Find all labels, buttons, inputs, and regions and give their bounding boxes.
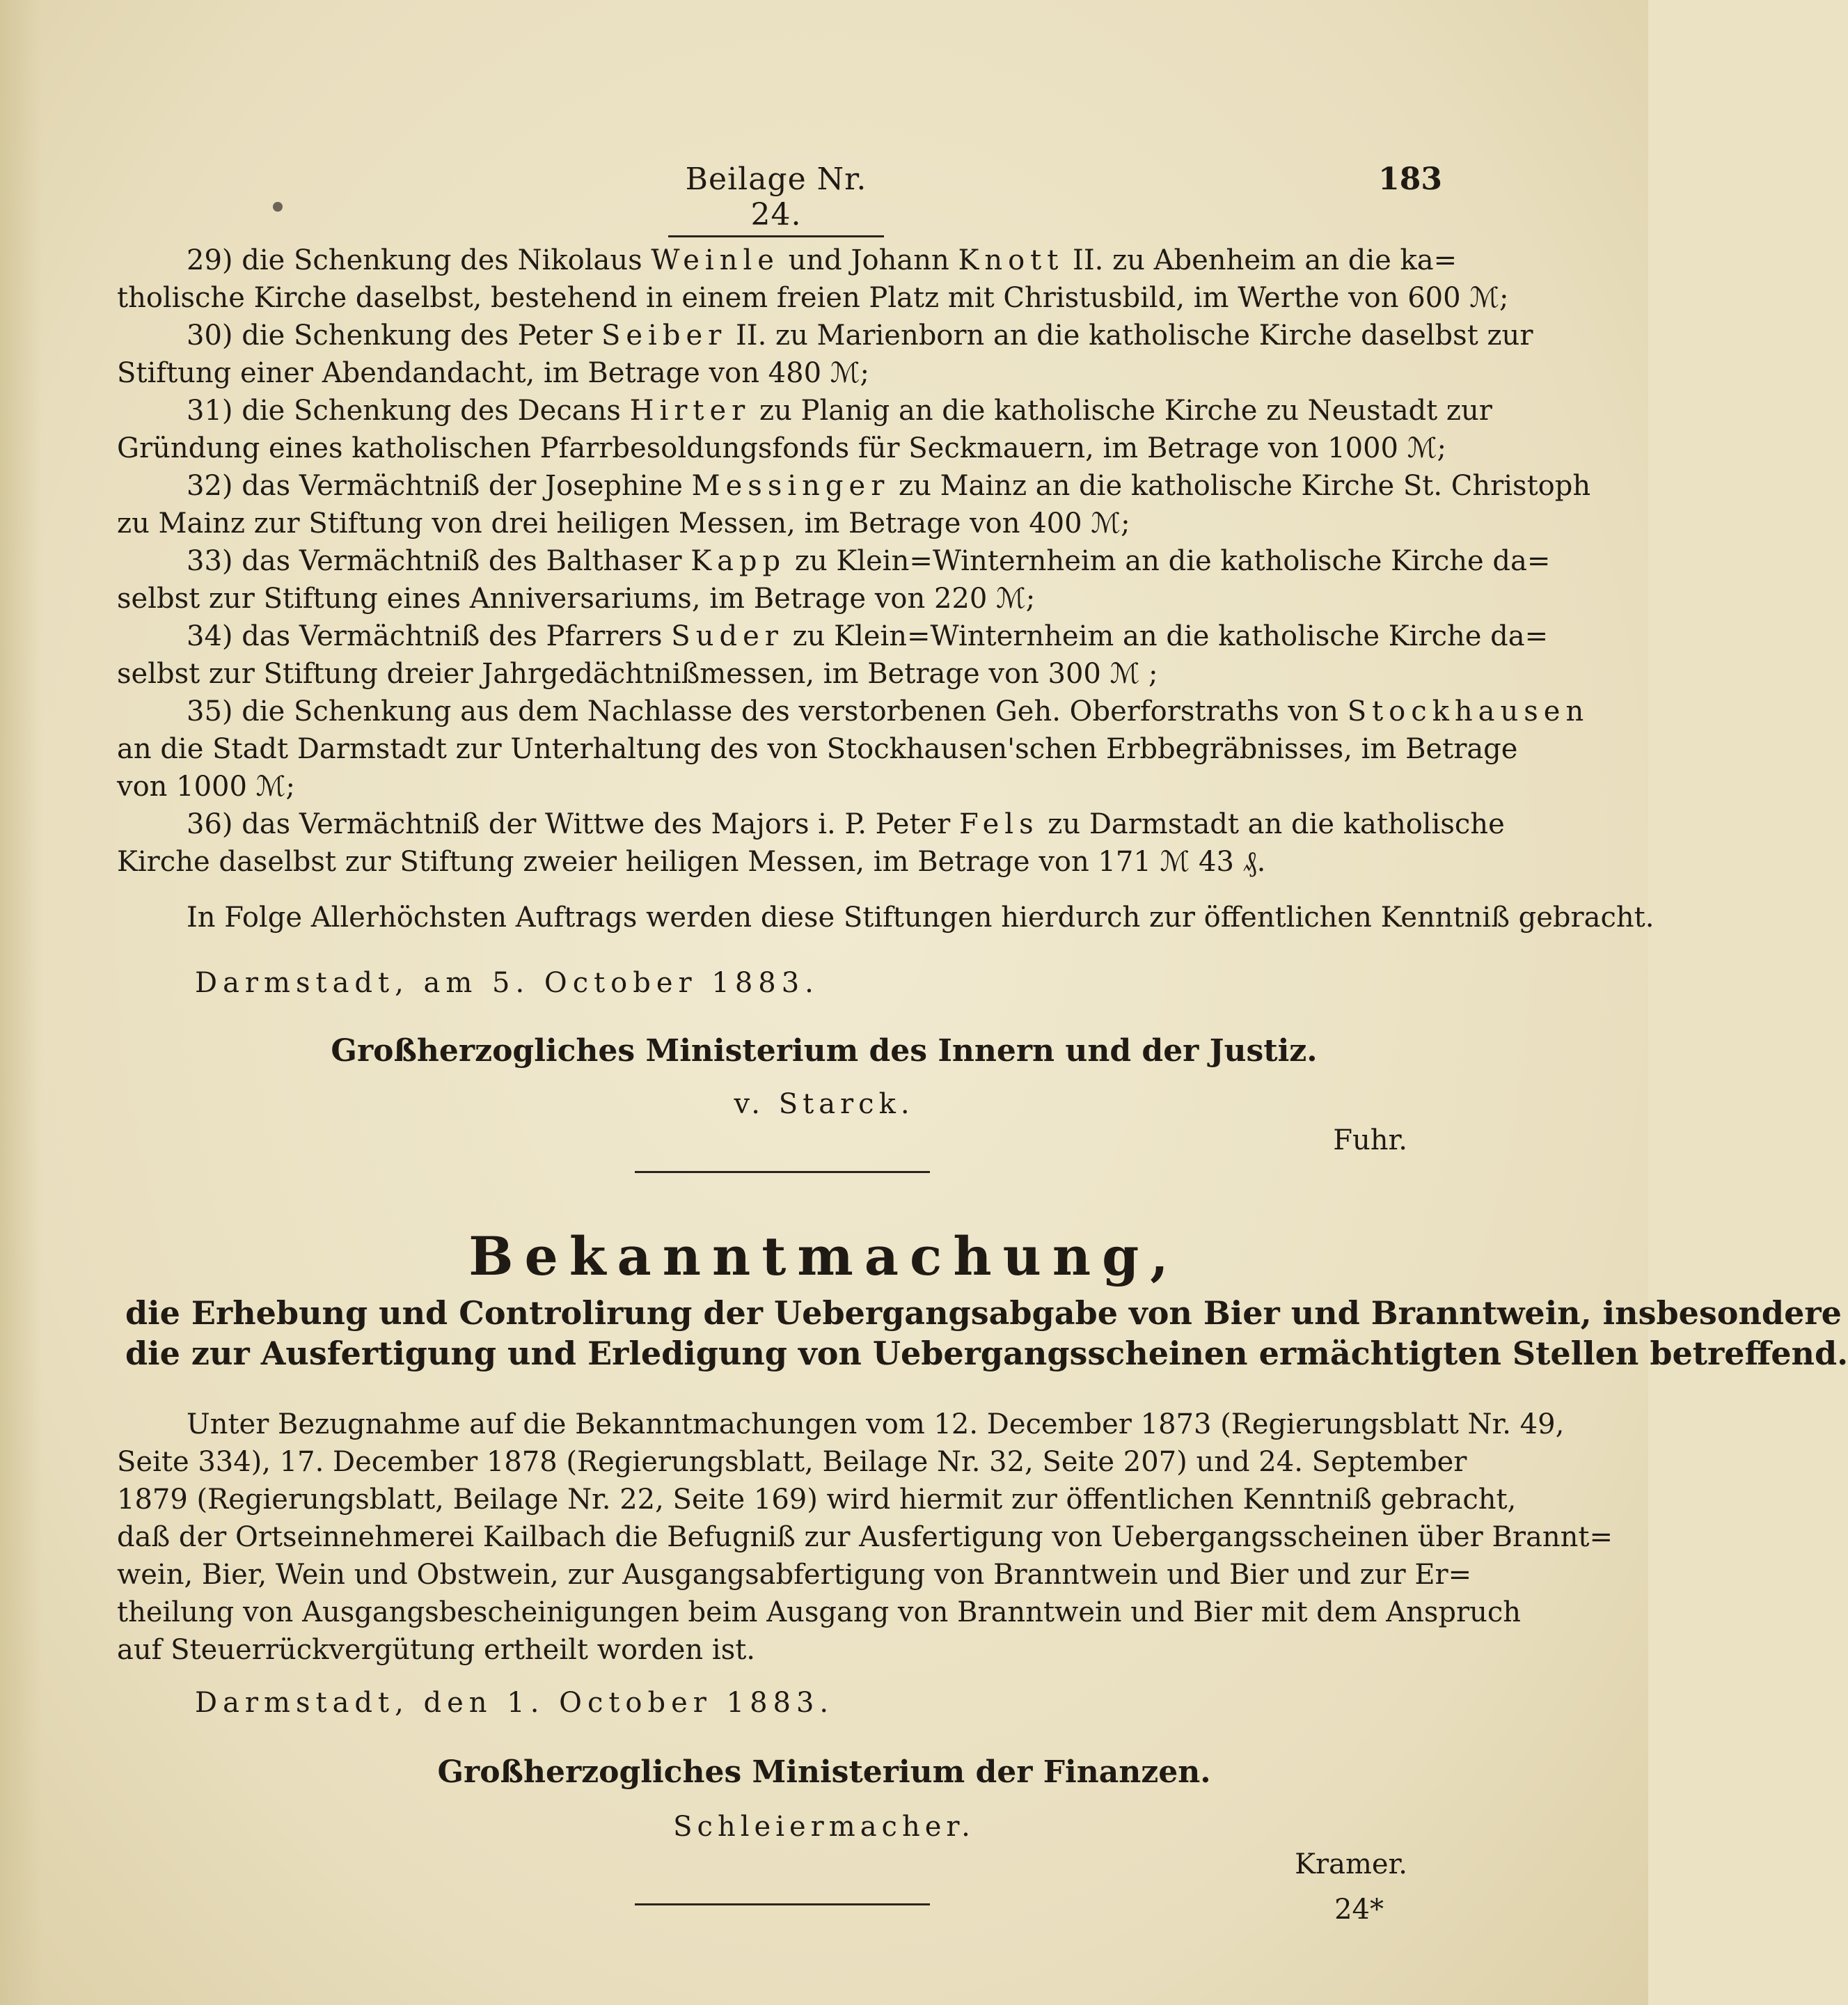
announcement-heading: Bekanntmachung, [468,1225,1180,1287]
item-29-line-1: 29) die Schenkung des Nikolaus Weinle und Johann Knott II. zu Abenheim an die ka= [187,244,1458,276]
body-line-6: theilung von Ausgangsbescheinigungen beim Ausgang von Branntwein und Bier mit dem Anspruch [117,1596,1522,1628]
body-line-5: wein, Bier, Wein und Obstwein, zur Ausgangsabfertigung von Branntwein und Bier und zur Er= [117,1559,1472,1591]
item-36-line-1: 36) das Vermächtniß der Wittwe des Majors i. P. Peter Fels zu Darmstadt an die katholische [187,808,1505,840]
body-line-1: Unter Bezugnahme auf die Bekanntmachungen vom 12. December 1873 (Regierungsblatt Nr. 49, [187,1408,1565,1440]
section-divider [635,1171,930,1173]
item-35-line-2: an die Stadt Darmstadt zur Unterhaltung des von Stockhausen'schen Erbbegräbnisses, im Betrage [117,733,1518,765]
item-35-line-1: 35) die Schenkung aus dem Nachlasse des verstorbenen Geh. Oberforstraths von Stockhausen [187,695,1590,728]
footer-rule [635,1903,930,1905]
page-number: 183 [1378,162,1442,197]
item-30-line-1: 30) die Schenkung des Peter Seiber II. zu Marienborn an die katholische Kirche daselbst zur [187,320,1533,352]
item-30-line-2: Stiftung einer Abendandacht, im Betrage von 480 ℳ; [117,357,869,389]
item-33-line-1: 33) das Vermächtniß des Balthaser Kapp zu Klein=Winternheim an die katholische Kirche da= [187,545,1551,577]
ministry-finance: Großherzogliches Ministerium der Finanzen. [437,1754,1211,1790]
signer-2: Schleiermacher. [673,1811,975,1843]
body-line-4: daß der Ortseinnehmerei Kailbach die Befugniß zur Ausfertigung von Uebergangsscheinen über Brannt= [117,1521,1613,1553]
item-32-line-2: zu Mainz zur Stiftung von drei heiligen Messen, im Betrage von 400 ℳ; [117,508,1130,540]
item-31-line-1: 31) die Schenkung des Decans Hirter zu Planig an die katholische Kirche zu Neustadt zur [187,395,1492,427]
place-date-2: Darmstadt, den 1. October 1883. [195,1687,835,1719]
body-line-3: 1879 (Regierungsblatt, Beilage Nr. 22, Seite 169) wird hiermit zur öffentlichen Kenntniß gebracht, [117,1484,1517,1516]
signer-1: v. Starck. [734,1088,915,1120]
item-31-line-2: Gründung eines katholischen Pfarrbesoldungsfonds für Seckmauern, im Betrage von 1000 ℳ; [117,432,1446,464]
item-34-line-2: selbst zur Stiftung dreier Jahrgedächtnißmessen, im Betrage von 300 ℳ ; [117,658,1158,690]
signature-mark: 24* [1334,1894,1384,1926]
item-34-line-1: 34) das Vermächtniß des Pfarrers Suder zu Klein=Winternheim an die katholische Kirche da= [187,620,1549,652]
item-35-line-3: von 1000 ℳ; [117,771,295,803]
place-date-1: Darmstadt, am 5. October 1883. [195,967,819,999]
item-29-line-2: tholische Kirche daselbst, bestehend in einem freien Platz mit Christusbild, im Werthe von 600 ℳ; [117,282,1509,314]
item-36-line-2: Kirche daselbst zur Stiftung zweier heiligen Messen, im Betrage von 171 ℳ 43 ₰. [117,846,1266,878]
page-header-title: Beilage Nr. 24. [668,162,884,237]
cosigner-2: Kramer. [1295,1848,1407,1880]
announcement-subject-line-1: die Erhebung und Controlirung der Uebergangsabgabe von Bier und Branntwein, insbesondere [125,1294,1842,1332]
body-line-7: auf Steuerrückvergütung ertheilt worden ist. [117,1634,756,1666]
item-33-line-2: selbst zur Stiftung eines Anniversariums, im Betrage von 220 ℳ; [117,583,1036,615]
closing-sentence: In Folge Allerhöchsten Auftrags werden diese Stiftungen hierdurch zur öffentlichen Kenntniß gebracht. [187,902,1654,934]
item-32-line-1: 32) das Vermächtniß der Josephine Messinger zu Mainz an die katholische Kirche St. Christoph [187,470,1591,502]
body-line-2: Seite 334), 17. December 1878 (Regierungsblatt, Beilage Nr. 32, Seite 207) und 24. September [117,1446,1467,1478]
ink-spot [273,202,283,212]
announcement-subject-line-2: die zur Ausfertigung und Erledigung von Uebergangsscheinen ermächtigten Stellen betreffend. [125,1335,1848,1372]
cosigner-1: Fuhr. [1333,1124,1407,1156]
ministry-interior-justice: Großherzogliches Ministerium des Innern und der Justiz. [331,1033,1318,1069]
